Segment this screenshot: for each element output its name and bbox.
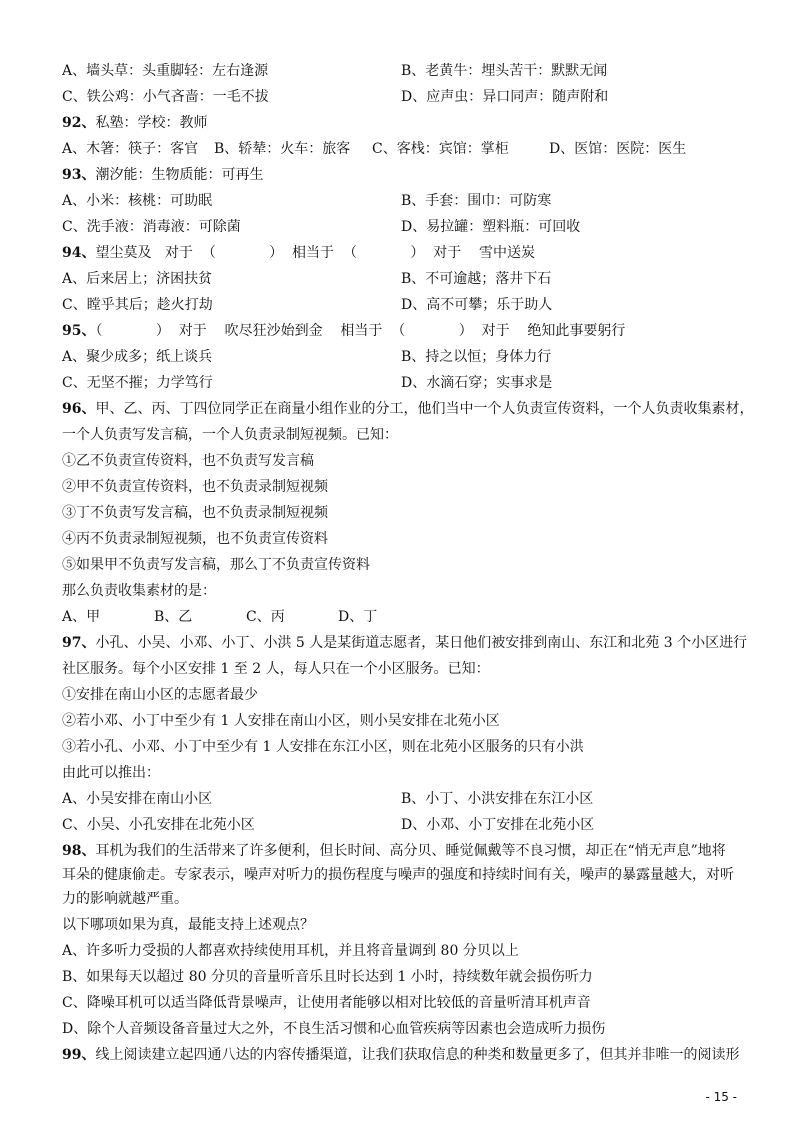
q98-option-d: D、除个人音频设备音量过大之外，不良生活习惯和心血管疾病等因素也会造成听力损伤 <box>62 1021 606 1037</box>
q97-stem-line <box>62 634 760 652</box>
q98-stem-line: 力的影响就越严重。 <box>62 891 188 907</box>
question-number: 93、 <box>62 167 96 183</box>
question-text: （ ） 对于 吹尽狂沙始到金 相当于 （ ） 对于 绝知此事要躬行 <box>95 323 626 339</box>
q92-option-a: A、木箸：筷子：客官 <box>62 141 199 157</box>
q97-option-row <box>62 816 760 834</box>
q94-option-b: B、不可逾越；落井下石 <box>401 271 552 287</box>
q94-option-d: D、高不可攀；乐于助人 <box>401 297 553 313</box>
q98-stem-line: 耳朵的健康偷走。专家表示，噪声对听力的损伤程度与噪声的强度和持续时间有关，噪声的暴露量越大，对听 <box>62 867 734 883</box>
q97-condition: ①安排在南山小区的志愿者最少 <box>62 687 258 703</box>
q97-question: 由此可以推出： <box>62 765 160 781</box>
question-text: 潮汐能：生物质能：可再生 <box>95 167 264 183</box>
q96-option-d: D、丁 <box>338 609 378 625</box>
q98-question: 以下哪项如果为真，最能支持上述观点？ <box>62 917 314 933</box>
q95-option-row <box>62 374 760 392</box>
question-number: 96、 <box>62 401 96 417</box>
q95-option-d: D、水滴石穿；实事求是 <box>401 375 553 391</box>
question-number: 99、 <box>62 1047 96 1063</box>
q98-option-b: B、如果每天以超过 80 分贝的音量听音乐且时长达到 1 小时，持续数年就会损伤听力 <box>62 969 593 985</box>
page-number: - 15 - <box>705 1090 737 1104</box>
q94-option-row <box>62 270 760 288</box>
q96-condition: ⑤如果甲不负责写发言稿，那么丁不负责宣传资料 <box>62 557 370 573</box>
q93-option-row <box>62 218 760 236</box>
question-number: 98、 <box>62 843 96 859</box>
q94-option-a: A、后来居上；济困扶贫 <box>62 271 213 287</box>
question-text: 耳机为我们的生活带来了许多便利，但长时间、高分贝、睡觉佩戴等不良习惯，却正在“悄无声息”地将 <box>95 843 726 859</box>
q96-condition: ①乙不负责宣传资料，也不负责写发言稿 <box>62 453 314 469</box>
q92-option-b: B、轿辇：火车：旅客 <box>214 141 351 157</box>
q92-option-d: D、医馆：医院：医生 <box>549 141 687 157</box>
q93-option-c: C、洗手液：消毒液：可除菌 <box>62 219 241 235</box>
question-text: 小孔、小吴、小邓、小丁、小洪 5 人是某街道志愿者，某日他们被安排到南山、东江和北苑 3 个小区进行 <box>95 635 748 651</box>
q98-stem-line <box>62 842 760 860</box>
q97-option-a: A、小吴安排在南山小区 <box>62 791 213 807</box>
q95-option-row <box>62 348 760 366</box>
q96-condition: ④丙不负责录制短视频，也不负责宣传资料 <box>62 531 328 547</box>
q94-option-row <box>62 296 760 314</box>
q97-option-d: D、小邓、小丁安排在北苑小区 <box>401 817 595 833</box>
q97-option-row <box>62 790 760 808</box>
q96-option-a: A、甲 <box>62 609 101 625</box>
q91-option-row <box>62 62 760 80</box>
question-number: 97、 <box>62 635 96 651</box>
q94-stem <box>62 244 760 262</box>
question-text: 甲、乙、丙、丁四位同学正在商量小组作业的分工，他们当中一个人负责宣传资料，一个人负责收集素材， <box>95 401 754 417</box>
q96-option-c: C、丙 <box>246 609 285 625</box>
q96-condition: ③丁不负责写发言稿，也不负责录制短视频 <box>62 505 328 521</box>
q99-stem <box>62 1046 760 1064</box>
q96-option-b: B、乙 <box>154 609 193 625</box>
q98-option-c: C、降噪耳机可以适当降低背景噪声，让使用者能够以相对比较低的音量听清耳机声音 <box>62 995 591 1011</box>
q92-stem <box>62 114 760 132</box>
q91-option-a: A、墙头草：头重脚轻：左右逢源 <box>62 63 269 79</box>
q91-option-c: C、铁公鸡：小气吝啬：一毛不拔 <box>62 89 269 105</box>
q96-stem-line <box>62 400 760 418</box>
question-text: 望尘莫及 对于 （ ） 相当于 （ ） 对于 雪中送炭 <box>95 245 536 261</box>
q93-option-d: D、易拉罐：塑料瓶：可回收 <box>401 219 581 235</box>
q93-option-row <box>62 192 760 210</box>
q97-condition: ②若小邓、小丁中至少有 1 人安排在南山小区，则小吴安排在北苑小区 <box>62 713 500 729</box>
q95-option-a: A、聚少成多；纸上谈兵 <box>62 349 213 365</box>
question-number: 95、 <box>62 323 96 339</box>
question-number: 94、 <box>62 245 96 261</box>
q97-condition: ③若小孔、小邓、小丁中至少有 1 人安排在东江小区，则在北苑小区服务的只有小洪 <box>62 739 584 755</box>
question-text: 线上阅读建立起四通八达的内容传播渠道，让我们获取信息的种类和数量更多了，但其并非唯一的阅读形 <box>95 1047 740 1063</box>
q96-condition: ②甲不负责宣传资料，也不负责录制短视频 <box>62 479 328 495</box>
q91-option-d: D、应声虫：异口同声：随声附和 <box>401 89 609 105</box>
q94-option-c: C、瞠乎其后；趁火打劫 <box>62 297 213 313</box>
q91-option-b: B、老黄牛：埋头苦干：默默无闻 <box>401 63 608 79</box>
question-text: 私塾：学校：教师 <box>95 115 208 131</box>
q97-option-c: C、小吴、小孔安排在北苑小区 <box>62 817 255 833</box>
q96-stem-line: 一个人负责写发言稿，一个人负责录制短视频。已知： <box>62 427 398 443</box>
q97-option-b: B、小丁、小洪安排在东江小区 <box>401 791 594 807</box>
q95-stem <box>62 322 760 340</box>
q95-option-b: B、持之以恒；身体力行 <box>401 349 552 365</box>
q93-option-b: B、手套：围巾：可防寒 <box>401 193 552 209</box>
question-number: 92、 <box>62 115 96 131</box>
q97-stem-line: 社区服务。每个小区安排 1 至 2 人，每人只在一个小区服务。已知： <box>62 661 490 677</box>
q93-stem <box>62 166 760 184</box>
q98-option-a: A、许多听力受损的人都喜欢持续使用耳机，并且将音量调到 80 分贝以上 <box>62 943 519 959</box>
q95-option-c: C、无坚不摧；力学笃行 <box>62 375 213 391</box>
q91-option-row <box>62 88 760 106</box>
q93-option-a: A、小米：核桃：可助眠 <box>62 193 213 209</box>
q92-option-c: C、客栈：宾馆：掌柜 <box>372 141 509 157</box>
q96-question: 那么负责收集素材的是： <box>62 583 216 599</box>
